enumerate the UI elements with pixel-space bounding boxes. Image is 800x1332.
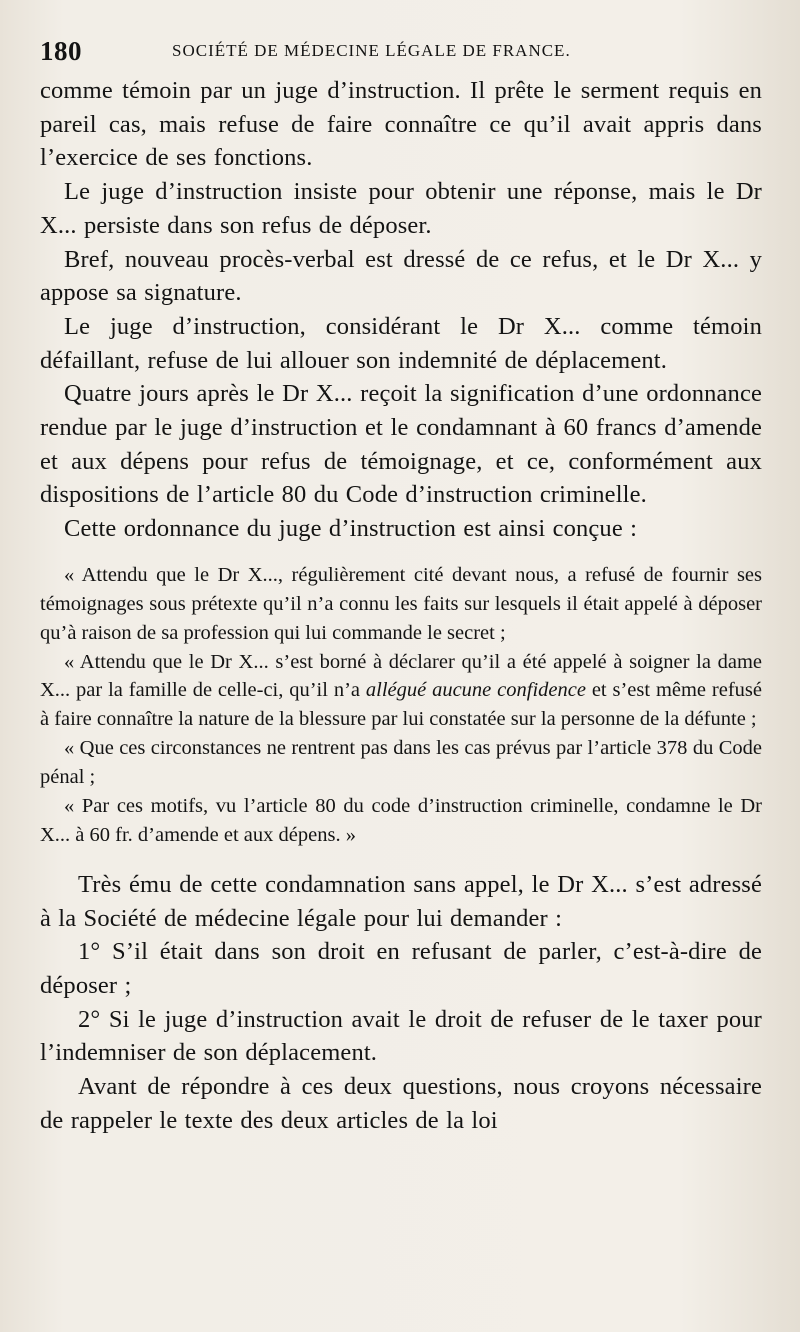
page-number: 180 — [40, 36, 82, 66]
quoted-ordinance — [40, 561, 762, 850]
paragraph-10: Avant de répondre à ces deux questions, nous croyons nécessaire de rappeler le texte des deux articles de la loi — [40, 1073, 762, 1134]
running-title: SOCIÉTÉ DE MÉDECINE LÉGALE DE FRANCE. — [172, 41, 571, 60]
quote-2-italic: allégué aucune confidence — [365, 679, 586, 702]
paragraph-8: 1° S’il était dans son droit en refusant de parler, c’est-à-dire de déposer ; — [40, 938, 762, 1000]
quote-4: « Par ces motifs, vu l’article 80 du code d’instruction criminelle, condamne le Dr X... à 60 fr. d’amende et aux dépens. » — [40, 795, 762, 846]
quote-2 — [40, 648, 762, 735]
paragraph-4: Le juge d’instruction, considérant le Dr X... comme témoin défaillant, refuse de lui allouer son indemnité de déplacement. — [40, 312, 762, 374]
quote-2-start: « Attendu que le Dr X... s’est borné à déclarer qu’il a été appelé à soigner la dame X... par la famille de celle-ci, qu’il n’a — [40, 650, 762, 702]
page-header — [40, 36, 760, 68]
quote-1: « Attendu que le Dr X..., régulièrement cité devant nous, a refusé de fournir ses témoignages sous prétexte qu’il n’a connu les faits sur lesquels il était appelé à déposer qu’à raison de sa profession qui lui commande le secret ; — [40, 563, 762, 644]
body-text — [40, 74, 762, 1138]
closing-section — [40, 868, 762, 1138]
paragraph-1: comme témoin par un juge d’instruction. Il prête le serment requis en pareil cas, mais refuse de faire connaître ce qu’il avait appris dans l’exercice de ses fonctions. — [40, 77, 762, 172]
paragraph-7: Très ému de cette condamnation sans appel, le Dr X... s’est adressé à la Société de médecine légale pour lui demander : — [40, 870, 762, 932]
paragraph-3: Bref, nouveau procès-verbal est dressé de ce refus, et le Dr X... y appose sa signature. — [40, 245, 762, 307]
paragraph-5: Quatre jours après le Dr X... reçoit la signification d’une ordonnance rendue par le juge d’instruction et le condamnant à 60 francs d’amende et aux dépens pour refus de témoignage, et ce, conformément aux dispositions de l’article 80 du Code d’instruction criminelle. — [40, 380, 762, 509]
quote-3: « Que ces circonstances ne rentrent pas dans les cas prévus par l’article 378 du Code pénal ; — [40, 737, 762, 789]
quote-2-end: et s’est même refusé à faire connaître la nature de la blessure par lui constatée sur la personne de la défunte ; — [40, 679, 762, 731]
paragraph-9: 2° Si le juge d’instruction avait le droit de refuser de le taxer pour l’indemniser de son déplacement. — [40, 1005, 762, 1067]
paragraph-6: Cette ordonnance du juge d’instruction est ainsi conçue : — [64, 515, 638, 543]
paragraph-2: Le juge d’instruction insiste pour obtenir une réponse, mais le Dr X... persiste dans son refus de déposer. — [40, 178, 762, 239]
